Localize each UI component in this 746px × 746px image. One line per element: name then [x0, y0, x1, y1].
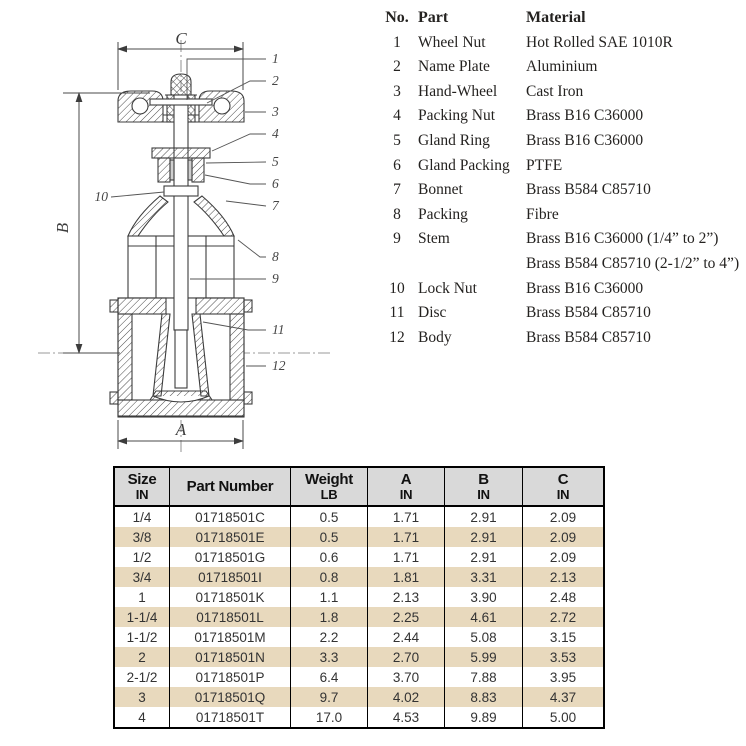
parts-list [376, 6, 742, 350]
leader-label-1: 1 [272, 51, 279, 66]
cell-size: 1-1/4 [115, 607, 170, 627]
gland-packing-right [188, 160, 192, 180]
parts-list-row [376, 326, 742, 351]
part-material-cell: Cast Iron [526, 82, 584, 100]
leader-label-3: 3 [272, 104, 279, 119]
leader-line-8 [238, 240, 266, 257]
parts-header-part: Part [418, 9, 449, 26]
cell-c: 2.09 [549, 529, 577, 545]
table-row [115, 607, 603, 627]
cell-c: 2.48 [549, 589, 577, 605]
leader-label-9: 9 [272, 271, 279, 286]
part-name-cell: Stem [418, 230, 450, 248]
part-number-cell: 4 [393, 107, 401, 125]
header-weight-unit: LB [320, 486, 338, 502]
part-number-cell [376, 252, 418, 277]
cell-c: 2.09 [549, 549, 577, 565]
cell-size: 3 [115, 687, 170, 707]
cell-part-number: 01718501I [170, 567, 291, 587]
part-name-cell: Gland Packing [418, 156, 510, 174]
cell-b: 5.99 [445, 647, 523, 667]
cell-part-number: 01718501T [170, 707, 291, 727]
part-number-cell: 12 [389, 328, 405, 346]
header-cell-b [445, 468, 523, 505]
cell-a: 3.70 [368, 667, 445, 687]
header-size-unit: IN [135, 486, 149, 502]
cell-b: 5.08 [445, 627, 523, 647]
spec-table-header [115, 468, 603, 507]
leader-label-11: 11 [272, 322, 285, 337]
parts-list-row [376, 104, 742, 129]
leader-label-4: 4 [272, 126, 279, 141]
table-row [115, 567, 603, 587]
cell-size: 1/2 [115, 547, 170, 567]
header-cell-a [368, 468, 445, 505]
cell-c: 5.00 [549, 709, 577, 725]
dim-b-label: B [53, 222, 72, 234]
leader-label-12: 12 [272, 358, 286, 373]
cell-size: 1-1/2 [115, 627, 170, 647]
cell-part-number: 01718501M [170, 627, 291, 647]
part-name-cell: Lock Nut [418, 279, 477, 297]
parts-list-header [376, 6, 742, 31]
cell-a: 1.81 [368, 567, 445, 587]
cell-c: 2.13 [549, 569, 577, 585]
leader-label-2: 2 [272, 73, 279, 88]
part-material-cell: Brass B584 C85710 [526, 304, 651, 322]
cell-part-number: 01718501N [170, 647, 291, 667]
cell-c: 2.09 [549, 509, 577, 525]
part-material-cell: Brass B584 C85710 [526, 328, 651, 346]
stem-tip [175, 330, 187, 388]
part-material-cell: Brass B584 C85710 [526, 181, 651, 199]
header-b-unit: IN [477, 486, 490, 502]
cell-size: 3/4 [115, 567, 170, 587]
table-row [115, 687, 603, 707]
parts-list-row [376, 252, 742, 277]
cell-c: 3.95 [549, 669, 577, 685]
part-number-cell: 11 [389, 304, 405, 322]
stem [174, 95, 188, 330]
cell-weight: 0.8 [291, 567, 368, 587]
parts-list-row [376, 227, 742, 252]
leader-label-10: 10 [94, 189, 108, 204]
header-c-label: C [557, 471, 569, 489]
table-row [115, 587, 603, 607]
dim-c-label: C [175, 29, 187, 48]
spec-table [113, 466, 605, 729]
part-material-cell: Hot Rolled SAE 1010R [526, 33, 673, 51]
part-number-cell: 5 [393, 131, 401, 149]
cell-b: 2.91 [445, 527, 523, 547]
table-row [115, 527, 603, 547]
table-row [115, 667, 603, 687]
cell-b: 9.89 [445, 707, 523, 727]
leader-label-5: 5 [272, 154, 279, 169]
part-name-cell: Wheel Nut [418, 33, 486, 51]
valve-drawing-svg [30, 18, 375, 466]
cell-part-number: 01718501G [170, 547, 291, 567]
cell-a: 1.71 [368, 547, 445, 567]
leader-line-5 [206, 162, 266, 163]
table-row [115, 547, 603, 567]
parts-list-row [376, 55, 742, 80]
cell-weight: 0.5 [291, 507, 368, 527]
cell-b: 8.83 [445, 687, 523, 707]
cell-weight: 2.2 [291, 627, 368, 647]
cell-b: 2.91 [445, 507, 523, 527]
cell-weight: 9.7 [291, 687, 368, 707]
header-cell-c [523, 468, 603, 505]
table-row [115, 627, 603, 647]
header-b-label: B [478, 471, 489, 489]
cell-b: 2.91 [445, 547, 523, 567]
part-number-cell: 10 [389, 279, 405, 297]
cell-c: 3.15 [549, 629, 577, 645]
leader-line-4 [212, 134, 266, 151]
cell-part-number: 01718501E [170, 527, 291, 547]
cell-weight: 0.5 [291, 527, 368, 547]
valve-body-group [110, 74, 252, 417]
cell-size: 1 [115, 587, 170, 607]
leader-label-6: 6 [272, 176, 279, 191]
part-material-cell: Aluminium [526, 58, 598, 76]
cell-part-number: 01718501P [170, 667, 291, 687]
cell-part-number: 01718501Q [170, 687, 291, 707]
cell-c: 2.72 [549, 609, 577, 625]
part-name-cell: Packing Nut [418, 107, 496, 125]
header-size-label: Size [127, 471, 157, 489]
header-cell-size [115, 468, 170, 505]
cell-b: 7.88 [445, 667, 523, 687]
parts-list-row [376, 178, 742, 203]
cell-part-number: 01718501C [170, 507, 291, 527]
cell-weight: 6.4 [291, 667, 368, 687]
cell-c: 3.53 [549, 649, 577, 665]
lock-nut [164, 186, 198, 196]
cell-a: 4.53 [368, 707, 445, 727]
cell-weight: 1.8 [291, 607, 368, 627]
parts-list-body [376, 31, 742, 351]
cell-a: 4.02 [368, 687, 445, 707]
part-number-cell: 7 [393, 181, 401, 199]
cell-a: 2.44 [368, 627, 445, 647]
part-material-cell: Brass B16 C36000 (1/4” to 2”) [526, 230, 719, 248]
table-row [115, 707, 603, 727]
part-material-cell: Brass B16 C36000 [526, 131, 644, 149]
cell-part-number: 01718501L [170, 607, 291, 627]
cell-weight: 0.6 [291, 547, 368, 567]
spec-table-body [115, 507, 603, 727]
parts-header-material: Material [526, 9, 586, 26]
part-number-cell: 6 [393, 156, 401, 174]
parts-list-row [376, 301, 742, 326]
wheel-nut [171, 74, 191, 95]
parts-list-row [376, 31, 742, 56]
header-cell-weight [291, 468, 368, 505]
part-material-cell: Brass B16 C36000 [526, 107, 644, 125]
table-row [115, 507, 603, 527]
leader-label-8: 8 [272, 249, 279, 264]
part-number-cell: 9 [393, 230, 401, 248]
cell-a: 2.25 [368, 607, 445, 627]
leader-line-10 [111, 192, 164, 197]
gland-packing [170, 160, 174, 180]
part-name-cell: Gland Ring [418, 131, 490, 149]
parts-list-row [376, 154, 742, 179]
part-material-cell: Fibre [526, 205, 559, 223]
cell-size: 2-1/2 [115, 667, 170, 687]
parts-list-row [376, 203, 742, 228]
part-name-cell: Hand-Wheel [418, 82, 498, 100]
cell-size: 1/4 [115, 507, 170, 527]
leader-label-7: 7 [272, 198, 279, 213]
cell-b: 3.90 [445, 587, 523, 607]
valve-diagram [30, 18, 375, 466]
dim-a-label: A [175, 420, 187, 439]
cell-b: 3.31 [445, 567, 523, 587]
header-a-label: A [400, 471, 412, 489]
part-number-cell: 8 [393, 205, 401, 223]
parts-list-row [376, 80, 742, 105]
parts-list-row [376, 277, 742, 302]
leader-line-6 [205, 175, 266, 184]
table-row [115, 647, 603, 667]
part-number-cell: 1 [393, 33, 401, 51]
cell-size: 2 [115, 647, 170, 667]
part-material-cell: PTFE [526, 156, 563, 174]
part-name-cell [418, 252, 526, 277]
header-weight-label: Weight [305, 471, 353, 489]
cell-b: 4.61 [445, 607, 523, 627]
cell-size: 4 [115, 707, 170, 727]
header-part-number-label: Part Number [186, 477, 274, 495]
cell-a: 1.71 [368, 527, 445, 547]
cell-size: 3/8 [115, 527, 170, 547]
part-name-cell: Bonnet [418, 181, 463, 199]
cell-weight: 17.0 [291, 707, 368, 727]
cell-c: 4.37 [549, 689, 577, 705]
name-plate [150, 99, 212, 105]
header-a-unit: IN [399, 486, 413, 502]
cell-a: 1.71 [368, 507, 445, 527]
part-number-cell: 3 [393, 82, 401, 100]
leader-line-7 [226, 201, 266, 206]
part-number-cell: 2 [393, 58, 401, 76]
part-name-cell: Packing [418, 205, 468, 223]
cell-weight: 1.1 [291, 587, 368, 607]
cell-a: 2.13 [368, 587, 445, 607]
cell-part-number: 01718501K [170, 587, 291, 607]
header-c-unit: IN [556, 486, 570, 502]
header-cell-part-number [170, 468, 291, 505]
parts-list-row [376, 129, 742, 154]
part-name-cell: Name Plate [418, 58, 490, 76]
cell-weight: 3.3 [291, 647, 368, 667]
cell-a: 2.70 [368, 647, 445, 667]
part-name-cell: Disc [418, 304, 447, 322]
parts-header-no: No. [385, 9, 409, 26]
part-material-cell: Brass B16 C36000 [526, 279, 644, 297]
part-name-cell: Body [418, 328, 452, 346]
part-material-cell: Brass B584 C85710 (2-1/2” to 4”) [526, 254, 740, 272]
